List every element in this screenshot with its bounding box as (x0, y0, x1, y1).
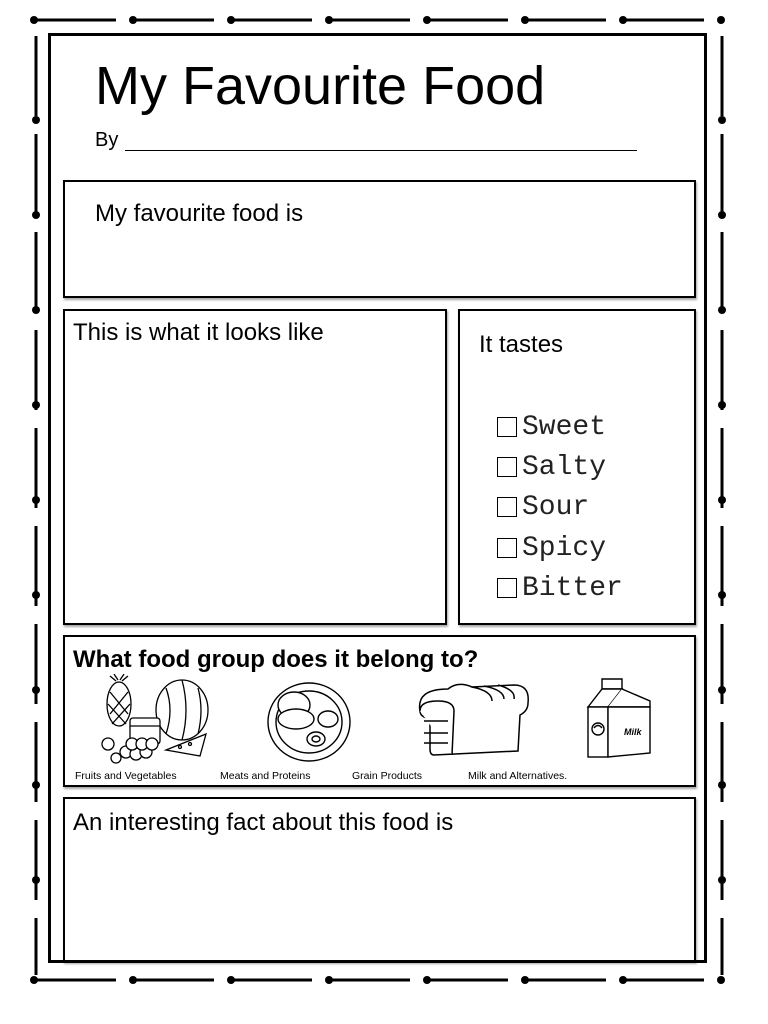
taste-label: Bitter (522, 572, 623, 604)
byline-label: By (95, 129, 119, 151)
milk-carton-text: Milk (624, 727, 642, 737)
looks-like-prompt: This is what it looks like (73, 319, 324, 346)
taste-label: Sour (522, 491, 590, 523)
checkbox-icon[interactable] (497, 497, 517, 517)
name-write-line[interactable] (125, 150, 637, 151)
taste-label: Salty (522, 451, 607, 483)
checkbox-icon[interactable] (497, 538, 517, 558)
food-group-label-milk: Milk and Alternatives. (468, 770, 568, 782)
favourite-food-box[interactable] (63, 180, 696, 298)
drawing-area-box[interactable] (63, 309, 447, 625)
checkbox-icon[interactable] (497, 578, 517, 598)
food-group-label-meats: Meats and Proteins (220, 770, 311, 782)
taste-option-spicy[interactable] (497, 532, 606, 564)
food-group-label-fruits: Fruits and Vegetables (75, 770, 177, 782)
milk-carton-icon[interactable] (584, 677, 656, 763)
taste-option-bitter[interactable] (497, 572, 623, 604)
favourite-food-prompt: My favourite food is (95, 200, 304, 227)
taste-option-salty[interactable] (497, 451, 606, 483)
tastes-prompt: It tastes (479, 331, 564, 358)
taste-option-sour[interactable] (497, 491, 589, 523)
taste-label: Spicy (522, 532, 607, 564)
food-group-label-grain: Grain Products (352, 770, 423, 782)
checkbox-icon[interactable] (497, 417, 517, 437)
bread-loaf-icon[interactable] (414, 681, 532, 761)
taste-label: Sweet (522, 411, 607, 443)
checkbox-icon[interactable] (497, 457, 517, 477)
interesting-fact-prompt: An interesting fact about this food is (73, 809, 454, 836)
fruits-vegetables-icon[interactable] (100, 674, 212, 766)
taste-option-sweet[interactable] (497, 411, 606, 443)
page-title: My Favourite Food (95, 56, 546, 116)
food-group-heading: What food group does it belong to? (73, 646, 479, 673)
meats-proteins-icon[interactable] (266, 681, 352, 763)
